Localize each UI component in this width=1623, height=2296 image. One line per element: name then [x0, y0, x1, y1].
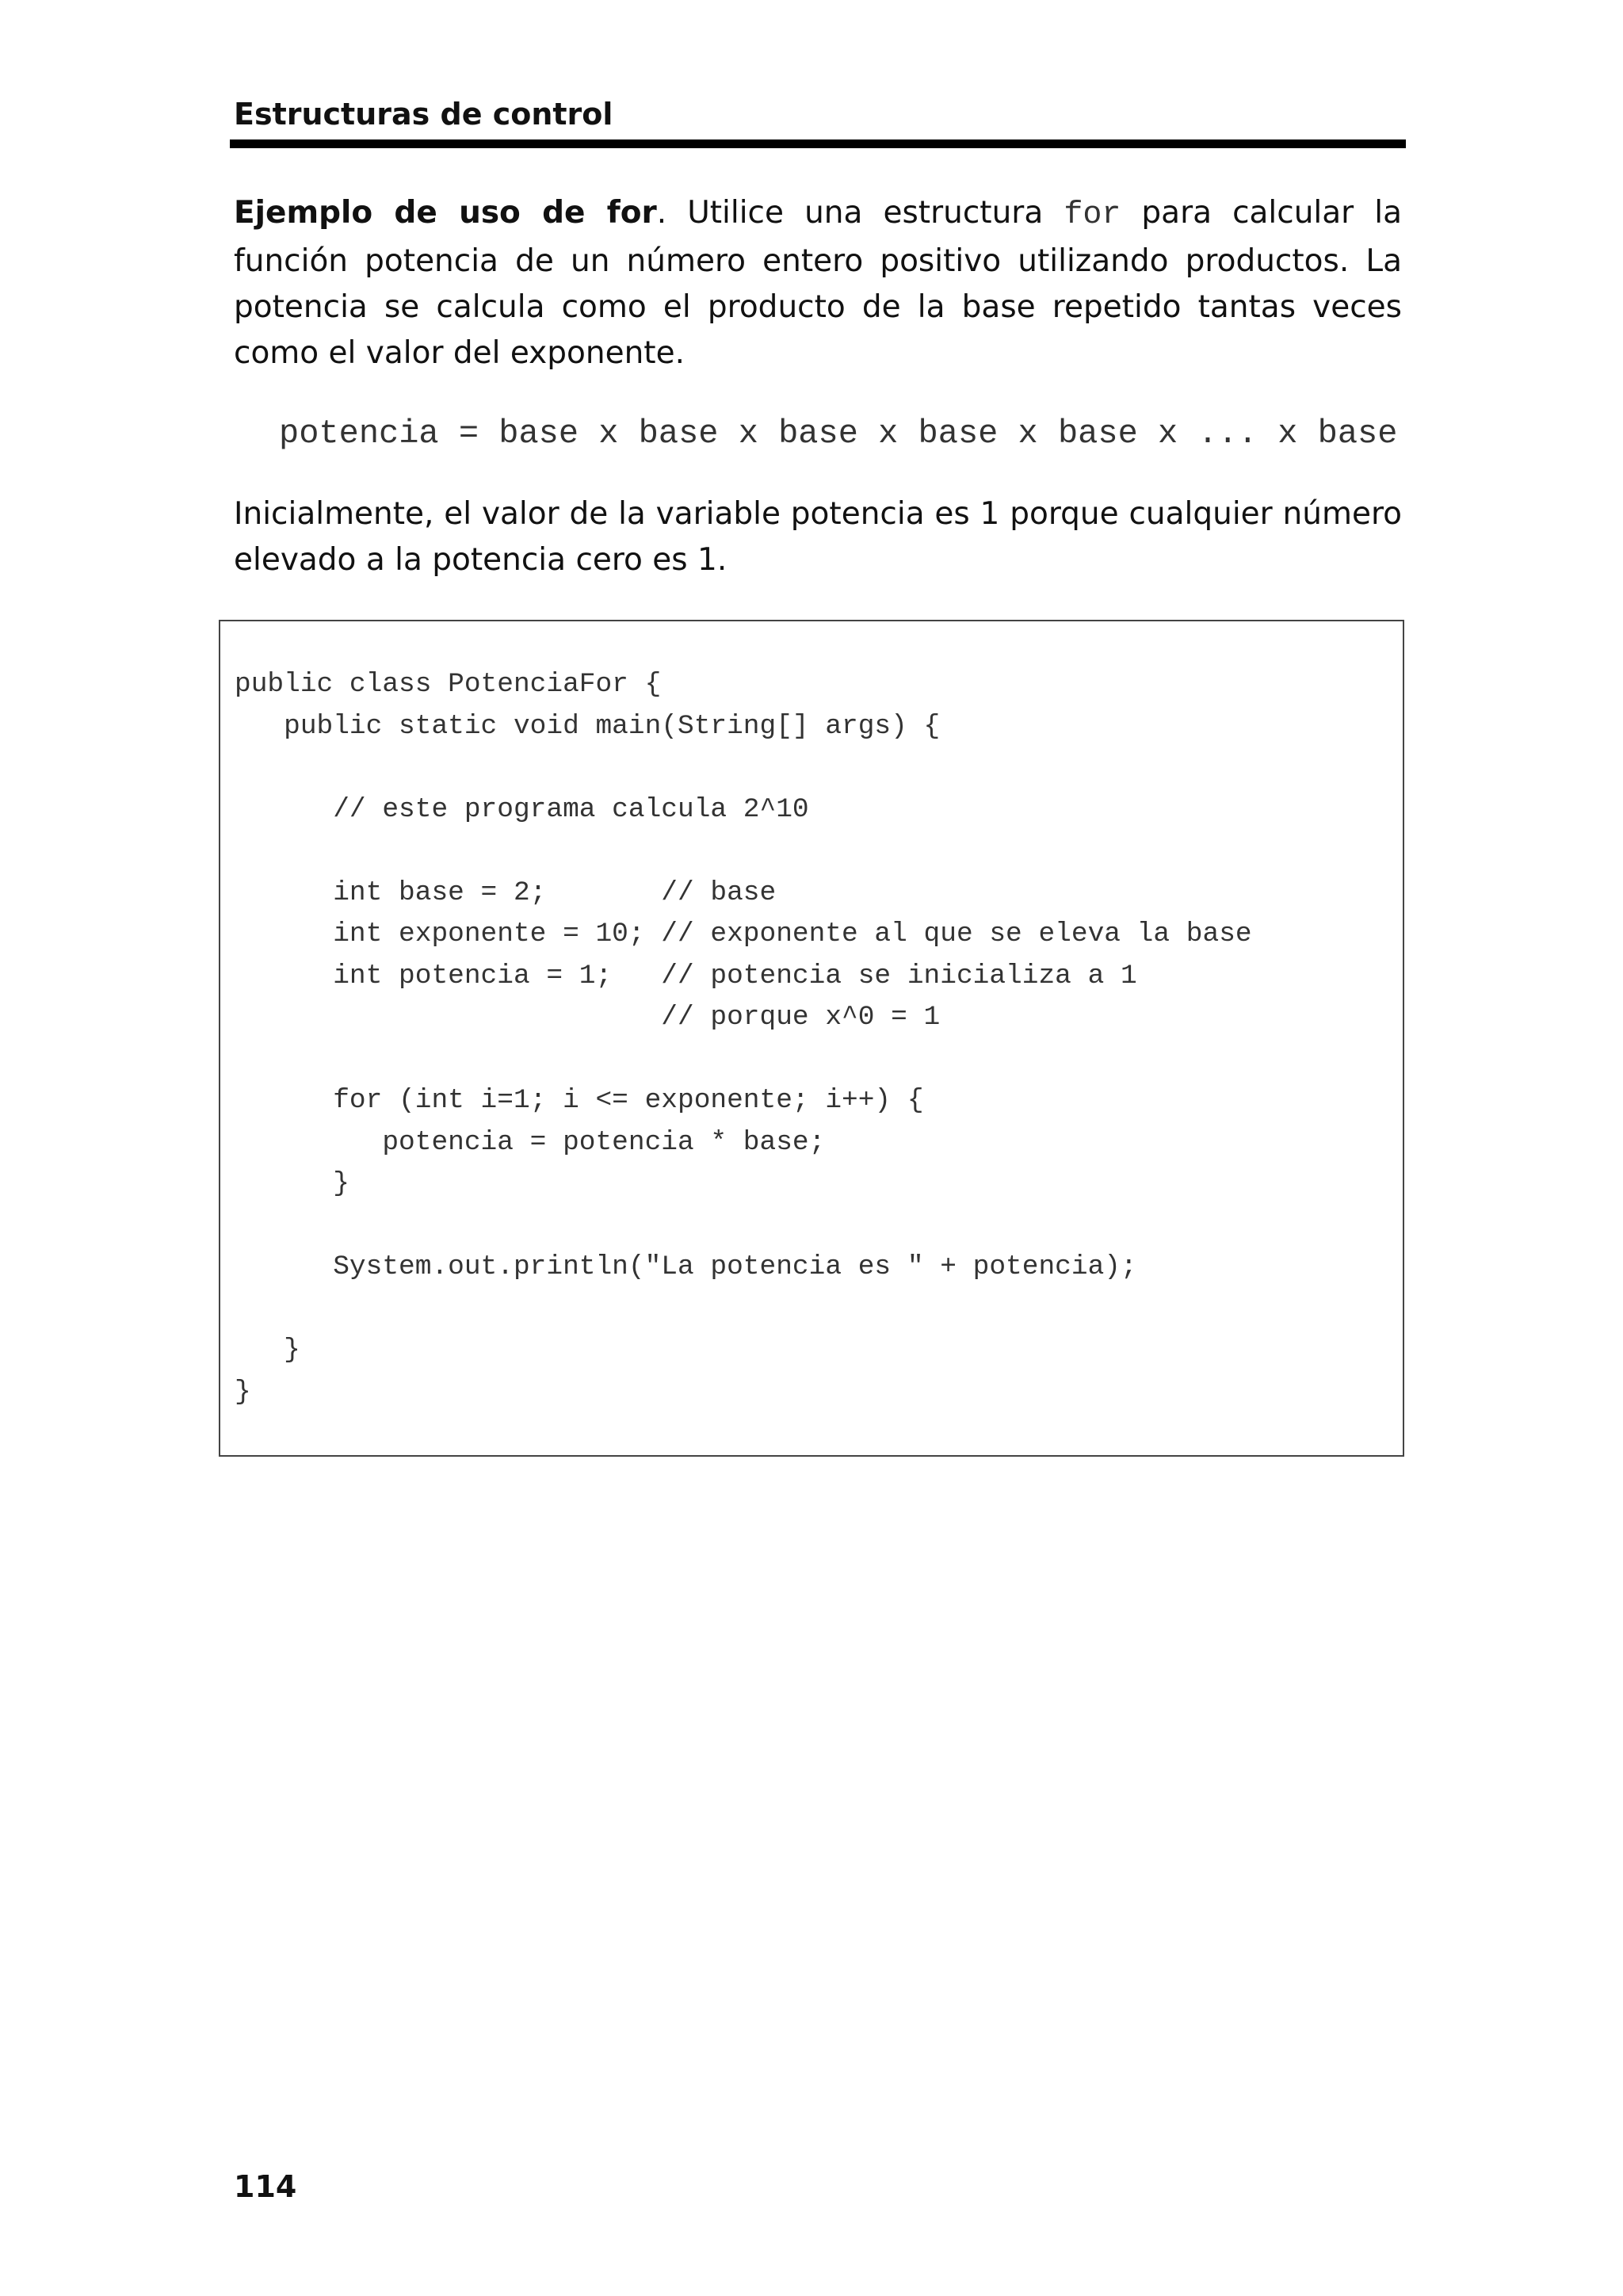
power-formula: potencia = base x base x base x base x base x ... x base — [279, 415, 1398, 453]
code-listing — [235, 664, 1252, 1413]
code-line — [235, 1205, 1252, 1247]
code-line — [235, 747, 1252, 789]
code-line: // porque x^0 = 1 — [235, 1002, 941, 1033]
initial-value-paragraph: Inicialmente, el valor de la variable potencia es 1 porque cualquier número elevado a la potencia cero es 1. — [234, 496, 1402, 578]
intro-text-b: para calcular la función potencia de un número entero positivo utilizando productos. La potencia se calcula como el producto de la base repetido tantas veces como el valor del exponente. — [234, 195, 1402, 371]
intro-paragraph — [234, 190, 1402, 376]
code-line: } — [235, 1168, 349, 1199]
code-line: for (int i=1; i <= exponente; i++) { — [235, 1085, 924, 1116]
code-line: int base = 2; // base — [235, 877, 777, 908]
inline-code-for: for — [1064, 197, 1121, 233]
code-line: } — [235, 1335, 300, 1366]
running-header: Estructuras de control — [234, 97, 613, 132]
page-number: 114 — [234, 2169, 297, 2204]
code-line — [235, 1289, 1252, 1331]
code-line: potencia = potencia * base; — [235, 1126, 826, 1158]
code-line: int potencia = 1; // potencia se inicializa a 1 — [235, 960, 1137, 991]
code-line: public static void main(String[] args) { — [235, 710, 941, 742]
code-listing-box — [219, 620, 1404, 1457]
code-line: int exponente = 10; // exponente al que se eleva la base — [235, 919, 1252, 949]
code-line: // este programa calcula 2^10 — [235, 793, 809, 825]
intro-text-a: . Utilice una estructura — [656, 195, 1064, 231]
code-line: System.out.println("La potencia es " + potencia); — [235, 1251, 1137, 1282]
code-line — [235, 831, 1252, 873]
code-line — [235, 1039, 1252, 1081]
code-line: public class PotenciaFor { — [235, 669, 662, 700]
code-line: } — [235, 1376, 251, 1408]
header-rule — [230, 139, 1406, 148]
example-lead: Ejemplo de uso de for — [234, 195, 657, 231]
